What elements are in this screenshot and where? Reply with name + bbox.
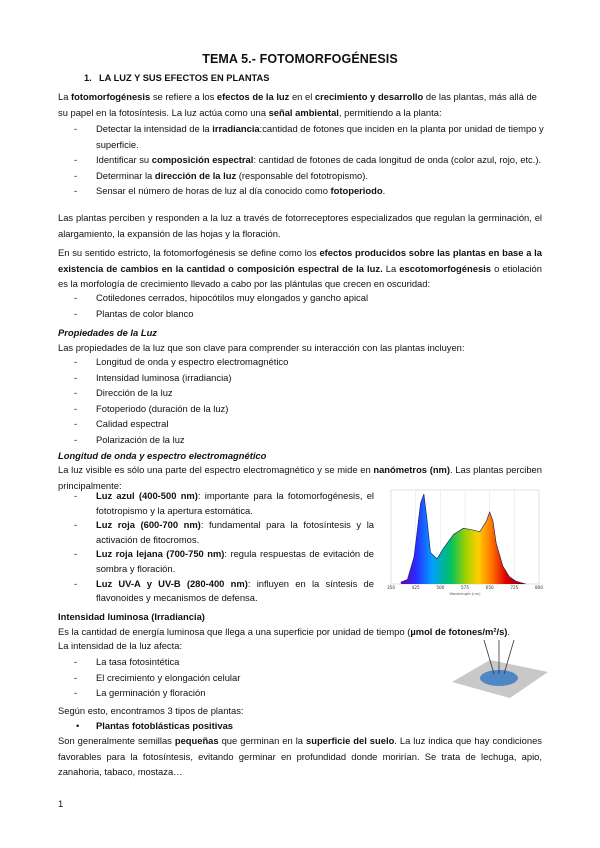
x-tick-label: 425 bbox=[411, 585, 420, 590]
section-number: 1. bbox=[84, 73, 92, 83]
properties-intro: Las propiedades de la luz que son clave para comprender su interacción con las plantas incluyen: bbox=[58, 342, 465, 353]
intro-list bbox=[74, 121, 544, 199]
x-tick-label: 500 bbox=[436, 585, 445, 590]
list-item: - Intensidad luminosa (irradiancia) bbox=[74, 370, 544, 386]
list-item: - Polarización de la luz bbox=[74, 432, 544, 448]
intro-paragraph: La fotomorfogénesis se refiere a los efectos de la luz en el crecimiento y desarrollo de las plantas, más allá de su papel en la fotosíntesis. La luz actúa como una señal ambiental, permitiendo a la planta: bbox=[58, 91, 537, 118]
x-tick-label: 725 bbox=[510, 585, 519, 590]
light-spectrum-chart bbox=[384, 488, 544, 596]
section-heading-1 bbox=[84, 73, 269, 83]
list-item: - Dirección de la luz bbox=[74, 385, 544, 401]
section-heading-text: LA LUZ Y SUS EFECTOS EN PLANTAS bbox=[99, 73, 270, 83]
list-item: - Sensar el número de horas de luz al día conocido como fotoperiodo. bbox=[74, 183, 544, 199]
list-item: - Luz azul (400-500 nm): importante para la fotomorfogénesis, el fototropismo y la apertura estomática. bbox=[74, 489, 374, 518]
strict-definition-paragraph: En su sentido estricto, la fotomorfogénesis se define como los efectos producidos sobre las plantas en base a la existencia de cambios en la cantidad o composición espectral de la luz. La escotomorfogénesis o etiolación es la morfología de crecimiento llevado a cabo por las plántulas que crecen en oscuridad: bbox=[58, 247, 542, 290]
irradiance-paragraph: Es la cantidad de energía luminosa que llega a una superficie por unidad de tiempo (µmol de fotones/m²/s). bbox=[58, 626, 511, 637]
list-item: - Fotoperiodo (duración de la luz) bbox=[74, 401, 544, 417]
page-number: 1 bbox=[58, 798, 64, 809]
plant-types-intro: Según esto, encontramos 3 tipos de plantas: bbox=[58, 705, 244, 716]
x-tick-labels bbox=[387, 585, 543, 590]
list-item: - Determinar la dirección de la luz (responsable del fototropismo). bbox=[74, 168, 544, 184]
x-axis-label: Wavelength (nm) bbox=[449, 592, 481, 596]
list-item: - Cotiledones cerrados, hipocótilos muy elongados y gancho apical bbox=[74, 290, 544, 306]
properties-list bbox=[74, 354, 544, 448]
etiolation-list bbox=[74, 290, 544, 321]
photoblastic-paragraph: Son generalmente semillas pequeñas que germinan en la superficie del suelo. La luz indica que hay condiciones favorables para la fotosíntesis, evitando germinar en profundidad donde morirían. Se trata de lechuga, apio, zanahoria, tabaco, mostaza… bbox=[58, 735, 542, 778]
list-item: - Luz roja lejana (700-750 nm): regula respuestas de evitación de sombra y floración. bbox=[74, 547, 374, 576]
irradiance-affects: La intensidad de la luz afecta: bbox=[58, 640, 183, 651]
irradiance-diagram bbox=[444, 638, 550, 700]
photoreceptors-paragraph: Las plantas perciben y responden a la luz a través de fotorreceptores especializados que regulan la germinación, el alargamiento, la expansión de las hojas y la floración. bbox=[58, 212, 542, 239]
list-item: - Plantas de color blanco bbox=[74, 306, 544, 322]
list-item: - Longitud de onda y espectro electromagnético bbox=[74, 354, 544, 370]
x-tick-label: 650 bbox=[485, 585, 494, 590]
x-tick-label: 575 bbox=[461, 585, 469, 590]
list-item: - Calidad espectral bbox=[74, 416, 544, 432]
x-tick-label: 800 bbox=[535, 585, 543, 590]
page-title: TEMA 5.- FOTOMORFOGÉNESIS bbox=[202, 52, 398, 66]
list-item: - Detectar la intensidad de la irradiancia:cantidad de fotones que inciden en la planta por unidad de tiempo y superficie. bbox=[74, 121, 544, 152]
irradiance-heading: Intensidad luminosa (Irradiancia) bbox=[58, 611, 205, 622]
list-item: - Luz roja (600-700 nm): fundamental para la fotosíntesis y la activación de fitocromos. bbox=[74, 518, 374, 547]
list-item: • Plantas fotoblásticas positivas bbox=[74, 718, 544, 734]
list-item: - La germinación y floración bbox=[74, 685, 544, 701]
x-tick-label: 350 bbox=[387, 585, 395, 590]
wavelength-paragraph: La luz visible es sólo una parte del espectro electromagnético y se mide en nanómetros (nm). Las plantas perciben principalmente: bbox=[58, 464, 542, 491]
properties-heading: Propiedades de la Luz bbox=[58, 327, 157, 338]
wavelength-list bbox=[74, 489, 374, 606]
list-item: - Luz UV-A y UV-B (280-400 nm): influyen en la síntesis de flavonoides y mecanismos de defensa. bbox=[74, 577, 374, 606]
plant-types-list bbox=[74, 718, 544, 734]
wavelength-heading: Longitud de onda y espectro electromagnético bbox=[58, 450, 267, 461]
list-item: - La tasa fotosintética bbox=[74, 654, 544, 670]
list-item: - El crecimiento y elongación celular bbox=[74, 670, 544, 686]
list-item: - Identificar su composición espectral: cantidad de fotones de cada longitud de onda (color azul, rojo, etc.). bbox=[74, 152, 544, 168]
